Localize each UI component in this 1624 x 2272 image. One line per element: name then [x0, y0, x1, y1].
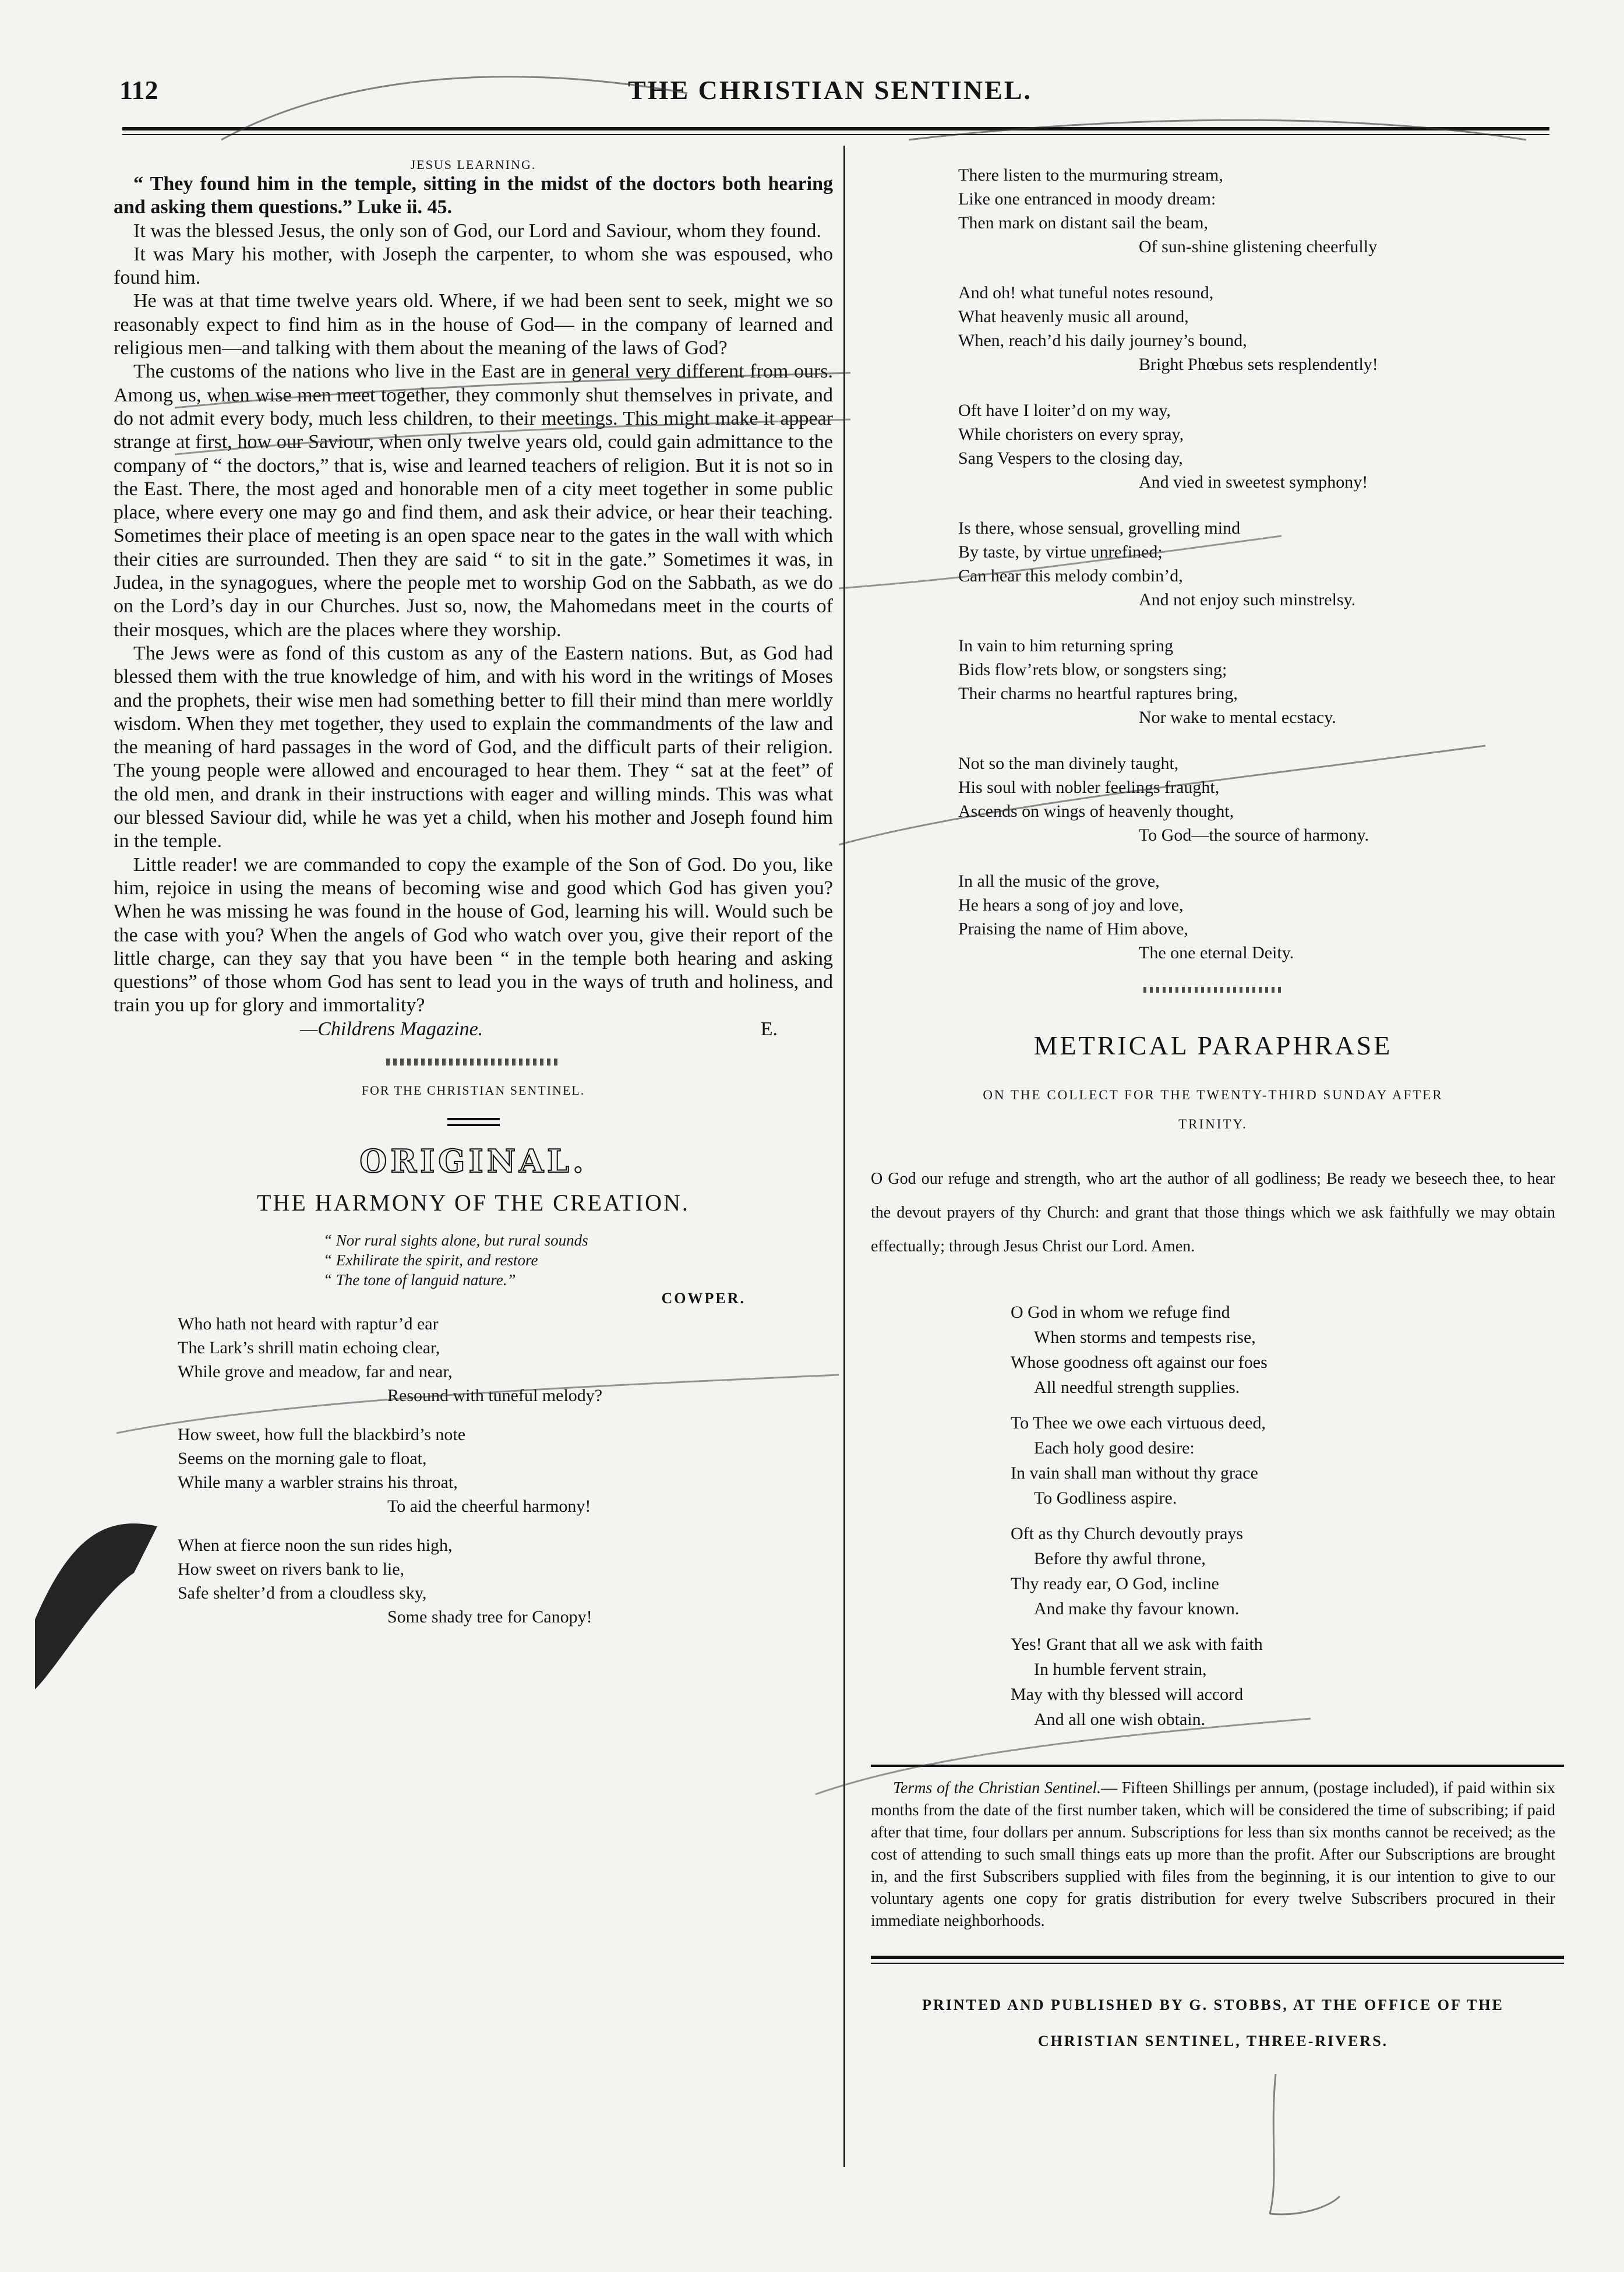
poem-line: His soul with nobler feelings fraught,	[958, 778, 1220, 797]
epigraph-author: COWPER.	[661, 1289, 746, 1307]
article-heading: JESUS LEARNING.	[410, 157, 536, 172]
ornamental-rule	[1143, 987, 1283, 993]
poem-stanza	[114, 1423, 833, 1518]
header-rule-thin	[122, 134, 1549, 135]
poem-line: To God—the source of harmony.	[1139, 825, 1369, 845]
collect-text: O God our refuge and strength, who art the author of all godliness; Be ready we beseech thee, to hear the devout prayers of thy Church: and grant that those things which we ask faithfully we may obtain effectually; through Jesus Christ our Lord. Amen.	[871, 1170, 1555, 1255]
for-the-sentinel-line: FOR THE CHRISTIAN SENTINEL.	[361, 1082, 585, 1098]
poem-line: By taste, by virtue unrefined;	[958, 542, 1163, 562]
terms-body: — Fifteen Shillings per annum, (postage included), if paid within six months from the date of the first number taken, which will be considered the time of subscribing; if paid after that time, four dollars per annum. Subscriptions for less than six months cannot be received; as the cost of attending to such small things eats up more than the profit. After our Subscriptions are brought in, and the first Subscribers supplied with files from the beginning, it is our intention to give to our voluntary agents one copy for gratis distribution for every twelve Subscribers procured in their immediate neighborhoods.	[871, 1779, 1555, 1930]
essay-paragraph: The customs of the nations who live in the East are in general very different from ours. Among us, when wise men meet together, they commonly shut themselves in private, and do not admit every body, much less children, to their meetings. This might make it appear strange at first, how our Saviour, when only twelve years old, could gain admittance to the company of “ the doctors,” that is, wise and learned teachers of religion. But it is not so in the East. There, the most aged and honorable men of a city meet together in some public place, where every one may go and find them, and ask their advice, or hear their teaching. Sometimes their place of meeting is an open space near to the gates in the wall with which their cities are surrounded. Then they are said “ to sit in the gate.” Sometimes it was, in Judea, in the synagogues, where the people met to worship God on the Sabbath, as we do on the Lord’s day in our Churches. Just so, now, the Mahomedans meet in the courts of their mosques, which are the places where they worship.	[114, 361, 833, 641]
metrical-subtitle-line: ON THE COLLECT FOR THE TWENTY-THIRD SUNDAY AFTER	[983, 1088, 1443, 1102]
imprint-rule-thin	[871, 1963, 1564, 1964]
poem-line: What heavenly music all around,	[958, 307, 1189, 326]
poem-line: Nor wake to mental ecstacy.	[1139, 708, 1336, 727]
poem-line: Some shady tree for Canopy!	[387, 1607, 592, 1627]
poem-line: He hears a song of joy and love,	[958, 895, 1184, 915]
poem-line: Their charms no heartful raptures bring,	[958, 684, 1238, 703]
poem-line: Safe shelter’d from a cloudless sky,	[178, 1583, 427, 1603]
essay-paragraph: He was at that time twelve years old. Where, if we had been sent to seek, might we so reasonably expect to find him as in the house of God— in the company of learned and religious men—and talking with them about the meaning of the laws of God?	[114, 290, 833, 359]
poem-line: Can hear this melody combin’d,	[958, 566, 1183, 585]
poem-line: While choristers on every spray,	[958, 425, 1184, 444]
poem-line: When, reach’d his daily journey’s bound,	[958, 331, 1247, 350]
poem-line: And oh! what tuneful notes resound,	[958, 283, 1214, 302]
essay-paragraph: Little reader! we are commanded to copy the example of the Son of God. Do you, like him, rejoice in using the means of becoming wise and good which God has given you? When he was missing he was found in the house of God, learning his will. Would such be the case with you? When the angels of God who watch over you, give their report of the little charge, can they say that you have been “ in the temple both hearing and asking questions” of those whom God has sent to lead you in the ways of truth and holiness, and train you up for glory and immortality?	[114, 853, 833, 1017]
poem-line: Resound with tuneful melody?	[387, 1385, 603, 1405]
hymn-stanza	[871, 1632, 1555, 1732]
epigraph-line: “ Nor rural sights alone, but rural sounds	[323, 1231, 588, 1249]
poem-line: When at fierce noon the sun rides high,	[178, 1535, 453, 1555]
imprint-rule	[871, 1956, 1564, 1959]
running-title: THE CHRISTIAN SENTINEL.	[627, 75, 1033, 105]
left-column	[114, 157, 833, 1629]
poem-stanza	[871, 752, 1555, 847]
hymn-line: Oft as thy Church devoutly prays	[1011, 1524, 1244, 1543]
poem-line: To aid the cheerful harmony!	[387, 1496, 591, 1516]
poem-stanza	[871, 281, 1555, 376]
hymn-stanza	[871, 1410, 1555, 1511]
essay-source: —Childrens Magazine.	[300, 1018, 483, 1040]
hymn-line: When storms and tempests rise,	[1034, 1328, 1256, 1347]
hymn-line: In humble fervent strain,	[1034, 1660, 1207, 1679]
terms-lead: Terms of the Christian Sentinel.	[893, 1779, 1102, 1797]
right-column	[871, 163, 1555, 2059]
poem-line: Oft have I loiter’d on my way,	[958, 401, 1171, 420]
poem-line: How sweet on rivers bank to lie,	[178, 1559, 405, 1579]
hymn-line: To Godliness aspire.	[1034, 1488, 1177, 1508]
poem-line: Sang Vespers to the closing day,	[958, 449, 1183, 468]
header-rule	[122, 127, 1549, 130]
poem-stanza	[871, 163, 1555, 259]
subscription-terms	[871, 1777, 1555, 1932]
poem-line: Seems on the morning gale to float,	[178, 1448, 427, 1468]
poem-stanza	[871, 398, 1555, 494]
hymn-line: Whose goodness oft against our foes	[1011, 1353, 1268, 1372]
poem-line: The one eternal Deity.	[1139, 943, 1294, 962]
poem-line: While grove and meadow, far and near,	[178, 1361, 453, 1381]
hymn	[871, 1300, 1555, 1732]
page-number: 112	[119, 75, 158, 105]
poem-line: Of sun-shine glistening cheerfully	[1139, 237, 1378, 256]
hymn-line: To Thee we owe each virtuous deed,	[1011, 1413, 1266, 1433]
essay-paragraph: The Jews were as fond of this custom as any of the Eastern nations. But, as God had blessed them with the true knowledge of him, and with his word in the writings of Moses and the prophets, their wise men had something better to fill their mind than mere worldly wisdom. When they met together, they used to explain the commandments of the law and the meaning of hard passages in the word of God, and the difficult parts of their religion. The young people were allowed and encouraged to hear them. They “ sat at the feet” of the old men, and drank in their instructions with eager and willing minds. This was what our blessed Saviour did, while he was yet a child, when his mother and Joseph found him in the temple.	[114, 642, 833, 852]
poem-stanza	[114, 1312, 833, 1407]
poem-line: Praising the name of Him above,	[958, 919, 1188, 939]
poem-stanza	[871, 516, 1555, 612]
poem-line: There listen to the murmuring stream,	[958, 165, 1223, 185]
epigraph-line: “ The tone of languid nature.”	[323, 1271, 516, 1289]
poem-line: In all the music of the grove,	[958, 872, 1160, 891]
essay-paragraph: It was the blessed Jesus, the only son of God, our Lord and Saviour, whom they found.	[133, 220, 821, 242]
epigraph-line: “ Exhilirate the spirit, and restore	[323, 1251, 538, 1269]
poem-line: Bright Phœbus sets resplendently!	[1139, 355, 1378, 374]
poem-line: Bids flow’rets blow, or songsters sing;	[958, 660, 1227, 679]
metrical-title: METRICAL PARAPHRASE	[1033, 1031, 1393, 1060]
essay-body	[114, 172, 833, 1018]
poem-line: Ascends on wings of heavenly thought,	[958, 802, 1234, 821]
original-banner: ORIGINAL.	[359, 1142, 587, 1180]
hymn-line: May with thy blessed will accord	[1011, 1685, 1244, 1704]
metrical-subtitle	[871, 1081, 1555, 1139]
poem-title: THE HARMONY OF THE CREATION.	[257, 1189, 690, 1216]
essay-initial: E.	[760, 1018, 778, 1040]
essay-signoff	[114, 1018, 833, 1041]
hymn-line: Each holy good desire:	[1034, 1438, 1195, 1458]
hymn-stanza	[871, 1300, 1555, 1400]
metrical-subtitle-line: TRINITY.	[1178, 1117, 1248, 1131]
poem-line: And not enjoy such minstrelsy.	[1139, 590, 1356, 609]
double-rule	[447, 1118, 500, 1126]
hymn-stanza	[871, 1521, 1555, 1621]
column-divider	[843, 146, 845, 2167]
imprint-line: CHRISTIAN SENTINEL, THREE-RIVERS.	[1037, 2033, 1389, 2049]
poem-line: While many a warbler strains his throat,	[178, 1472, 458, 1492]
hymn-line: Yes! Grant that all we ask with faith	[1011, 1635, 1263, 1654]
poem-line: Like one entranced in moody dream:	[958, 189, 1216, 209]
poem-line: How sweet, how full the blackbird’s note	[178, 1424, 466, 1444]
hymn-line: In vain shall man without thy grace	[1011, 1463, 1258, 1483]
ornamental-rule	[386, 1059, 561, 1066]
essay-paragraph: It was Mary his mother, with Joseph the carpenter, to whom she was espoused, who found him.	[114, 243, 833, 289]
poem-stanza	[871, 869, 1555, 965]
poem-stanza	[114, 1533, 833, 1629]
poem-stanza	[871, 634, 1555, 729]
hymn-line: All needful strength supplies.	[1034, 1378, 1240, 1397]
hymn-line: Thy ready ear, O God, incline	[1011, 1574, 1219, 1593]
poem-epigraph	[114, 1230, 833, 1290]
poem-line: Not so the man divinely taught,	[958, 754, 1179, 773]
imprint	[871, 1987, 1555, 2059]
hymn-line: And all one wish obtain.	[1034, 1710, 1206, 1729]
hymn-line: And make thy favour known.	[1034, 1599, 1240, 1618]
poem-line: Who hath not heard with raptur’d ear	[178, 1314, 439, 1333]
hymn-line: Before thy awful throne,	[1034, 1549, 1206, 1568]
poem-line: The Lark’s shrill matin echoing clear,	[178, 1338, 440, 1357]
essay-epigraph: “ They found him in the temple, sitting in the midst of the doctors both hearing and asking them questions.” Luke ii. 45.	[114, 173, 833, 218]
hymn-line: O God in whom we refuge find	[1011, 1303, 1230, 1322]
poem-line: In vain to him returning spring	[958, 636, 1174, 655]
terms-rule	[871, 1765, 1564, 1767]
poem-line: And vied in sweetest symphony!	[1139, 472, 1368, 492]
imprint-line: PRINTED AND PUBLISHED BY G. STOBBS, AT THE OFFICE OF THE	[922, 1996, 1504, 2013]
poem-line: Then mark on distant sail the beam,	[958, 213, 1209, 232]
poem-line: Is there, whose sensual, grovelling mind	[958, 518, 1241, 538]
page-header	[119, 70, 1541, 117]
